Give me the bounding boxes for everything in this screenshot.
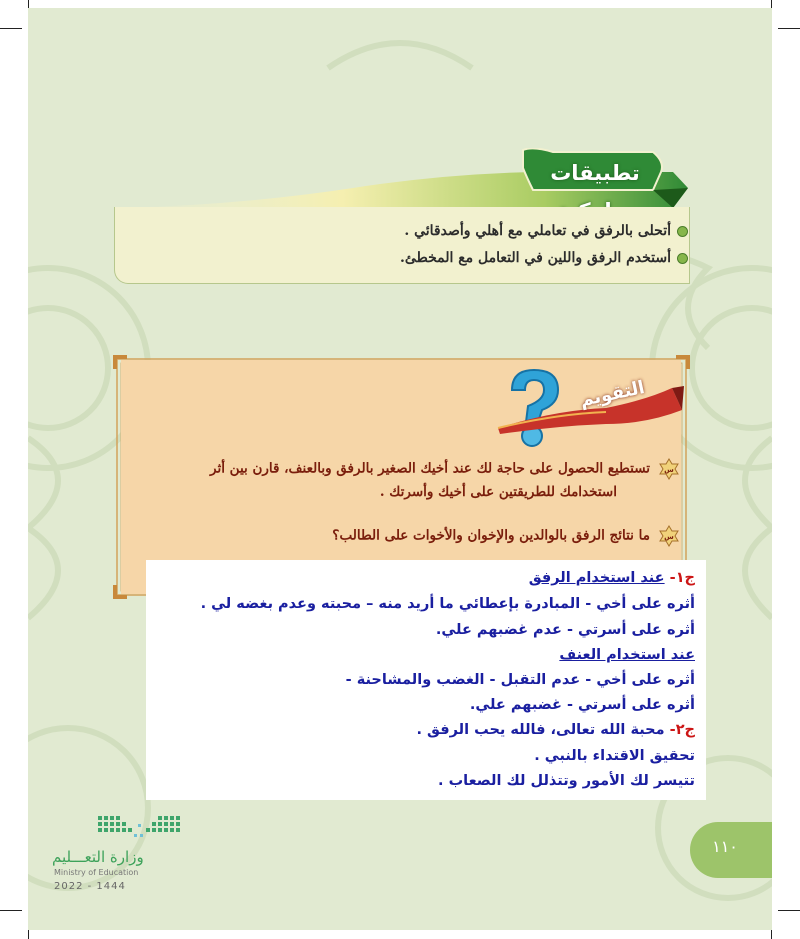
answer-line: تتيسر لك الأمور وتتذلل لك الصعاب . [438,773,695,789]
question-2-text: ما نتائج الرفق بالوالدين والإخوان والأخوات على الطالب؟ [332,527,650,544]
svg-text:س: س [664,466,674,474]
question-1-line-2: استخدامك للطريقتين على أخيك وأسرتك . [379,484,617,500]
behavior-text: أستخدم الرفق واللين في التعامل مع المخطئ. [400,250,671,266]
question-badge-icon [658,525,680,547]
ministry-name-arabic: وزارة التعـــليم [52,848,144,866]
answer-1-label: ج١- [669,570,695,586]
answer-line: أثره على أسرتي - عدم غضبهم علي. [435,622,695,638]
crop-mark [0,910,22,911]
answer-line: تحقيق الاقتداء بالنبي . [534,748,695,764]
evaluation-title: التقويم [578,377,647,412]
question-1 [210,458,680,480]
answer-1-heading-text: عند استخدام الرفق [528,570,665,586]
behavior-item [128,250,688,266]
answer-2-label: ج٢- [669,722,695,738]
page-number: ١١٠ [712,837,738,856]
answer-line: أثره على أخي - المبادرة بإعطائي ما أريد منه – محبته وعدم بغضه لي . [200,596,695,612]
behaviors-box [114,207,690,284]
answer-1-heading [529,570,695,586]
answer-2-line-1: محبة الله تعالى، فالله يحب الرفق . [416,722,665,738]
question-2 [332,525,680,547]
behavior-text: أتحلى بالرفق في تعاملي مع أهلي وأصدقائي . [404,223,671,239]
answer-line: أثره على أسرتي - غضبهم علي. [469,697,695,713]
crop-mark [0,28,22,29]
ministry-logo-icon [96,812,188,842]
bullet-icon [677,253,688,264]
crop-mark [778,910,800,911]
bullet-icon [677,226,688,237]
answer-subheading: عند استخدام العنف [559,647,695,663]
behavior-item [128,223,688,239]
behaviors-title: تطبيقات [550,161,640,185]
edition-year: 2022 - 1444 [54,881,126,892]
ministry-name-english: Ministry of Education [54,868,139,877]
answer-line: أثره على أخي - عدم التقبل - الغضب والمشاحنة - [345,672,695,688]
question-badge-icon [658,458,680,480]
question-1-continued [380,484,617,500]
question-1-line-1: تستطيع الحصول على حاجة لك عند أخيك الصغير بالرفق وبالعنف، قارن بين أثر [210,460,650,477]
svg-text:س: س [664,533,674,541]
crop-mark [778,28,800,29]
answer-2-heading [416,722,695,738]
